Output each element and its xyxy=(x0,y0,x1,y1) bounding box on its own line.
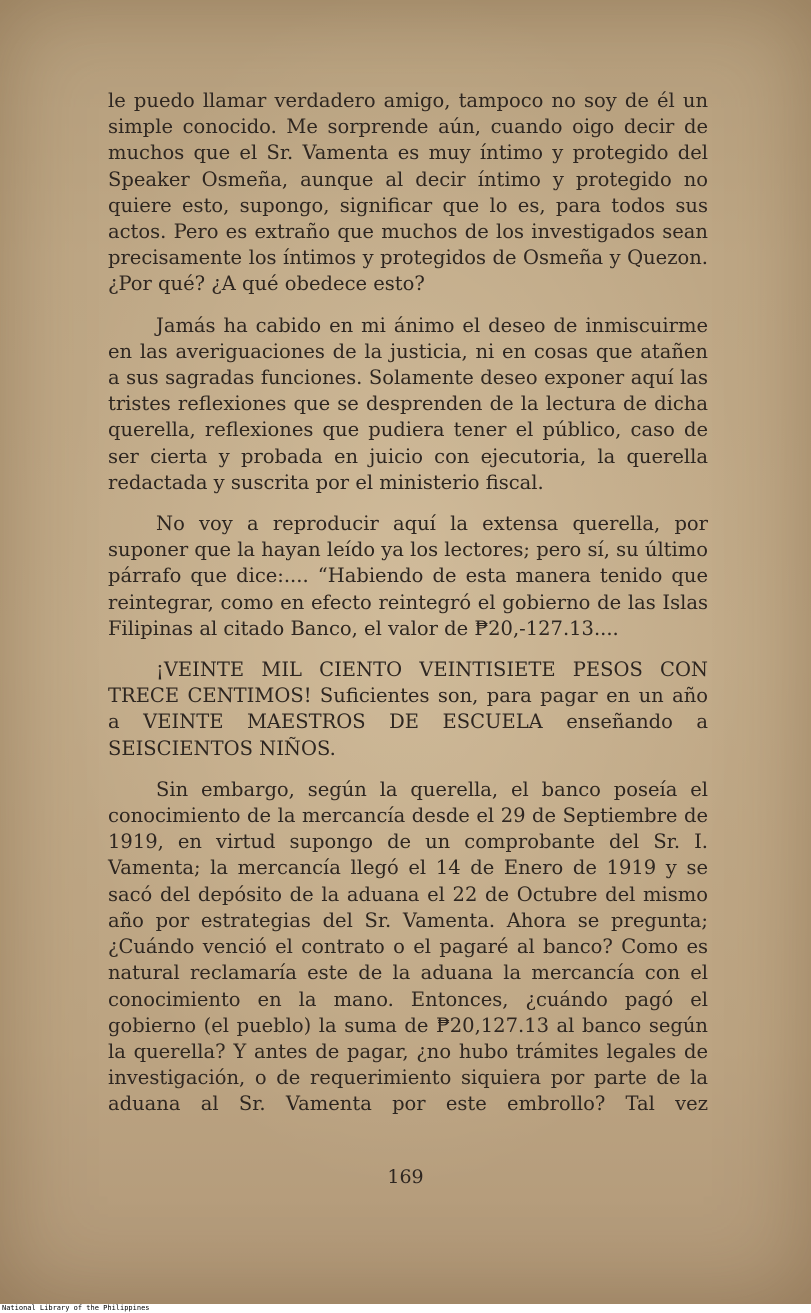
paragraph-3: No voy a reproducir aquí la extensa querella, por suponer que la hayan leído ya los lectores; pero sí, su último párrafo que dice:.... “Habiendo de esta manera tenido que reintegrar, como en efecto reintegró el gobierno de las Islas Filipinas al citado Banco, el valor de ₱20,-127.13.... xyxy=(108,512,708,640)
library-credit: National Library of the Philippines xyxy=(2,1304,150,1312)
paragraph-4: ¡VEINTE MIL CIENTO VEINTISIETE PESOS CON TRECE CENTIMOS! Suficientes son, para pagar en un año a VEINTE MAESTROS DE ESCUELA enseñando a SEISCIENTOS NIÑOS. xyxy=(108,658,708,760)
paragraph-gap xyxy=(108,642,708,657)
paragraph-2: Jamás ha cabido en mi ánimo el deseo de inmiscuirme en las averiguaciones de la justicia, ni en cosas que atañen a sus sagradas funciones. Solamente deseo exponer aquí las tristes reflexiones que se desprenden de la lectura de dicha querella, reflexiones que pudiera tener el público, caso de ser cierta y probada en juicio con ejecutoria, la querella redactada y suscrita por el ministerio fiscal. xyxy=(108,313,708,494)
paragraph-gap xyxy=(108,298,708,313)
page-body-text xyxy=(108,88,708,1118)
paragraph-5: Sin embargo, según la querella, el banco poseía el conocimiento de la mercancía desde el 29 de Septiembre de 1919, en virtud supongo de un comprobante del Sr. I. Vamenta; la mercancía llegó el 14 de Enero de 1919 y se sacó del depósito de la aduana el 22 de Octubre del mismo año por estrategias del Sr. Vamenta. Ahora se pregunta; ¿Cuándo venció el contrato o el pagaré al banco? Como es natural reclamaría este de la aduana la mercancía con el conocimiento en la mano. Entonces, ¿cuándo pagó el gobierno (el pueblo) la suma de ₱20,127.13 al banco según la querella? Y antes de pagar, ¿no hubo trámites legales de investigación, o de requerimiento siquiera por parte de la aduana al Sr. Vamenta por este embrollo? Tal vez xyxy=(108,777,708,1116)
page-number: 169 xyxy=(387,1166,424,1188)
paragraph-gap xyxy=(108,762,708,777)
paragraph-gap xyxy=(108,496,708,511)
paragraph-1: le puedo llamar verdadero amigo, tampoco no soy de él un simple conocido. Me sorprende aún, cuando oigo decir de muchos que el Sr. Vamenta es muy íntimo y protegido del Speaker Osmeña, aunque al decir íntimo y protegido no quiere esto, supongo, significar que lo es, para todos sus actos. Pero es extraño que muchos de los investigados sean precisamente los íntimos y protegidos de Osmeña y Quezon. ¿Por qué? ¿A qué obedece esto? xyxy=(108,89,708,296)
